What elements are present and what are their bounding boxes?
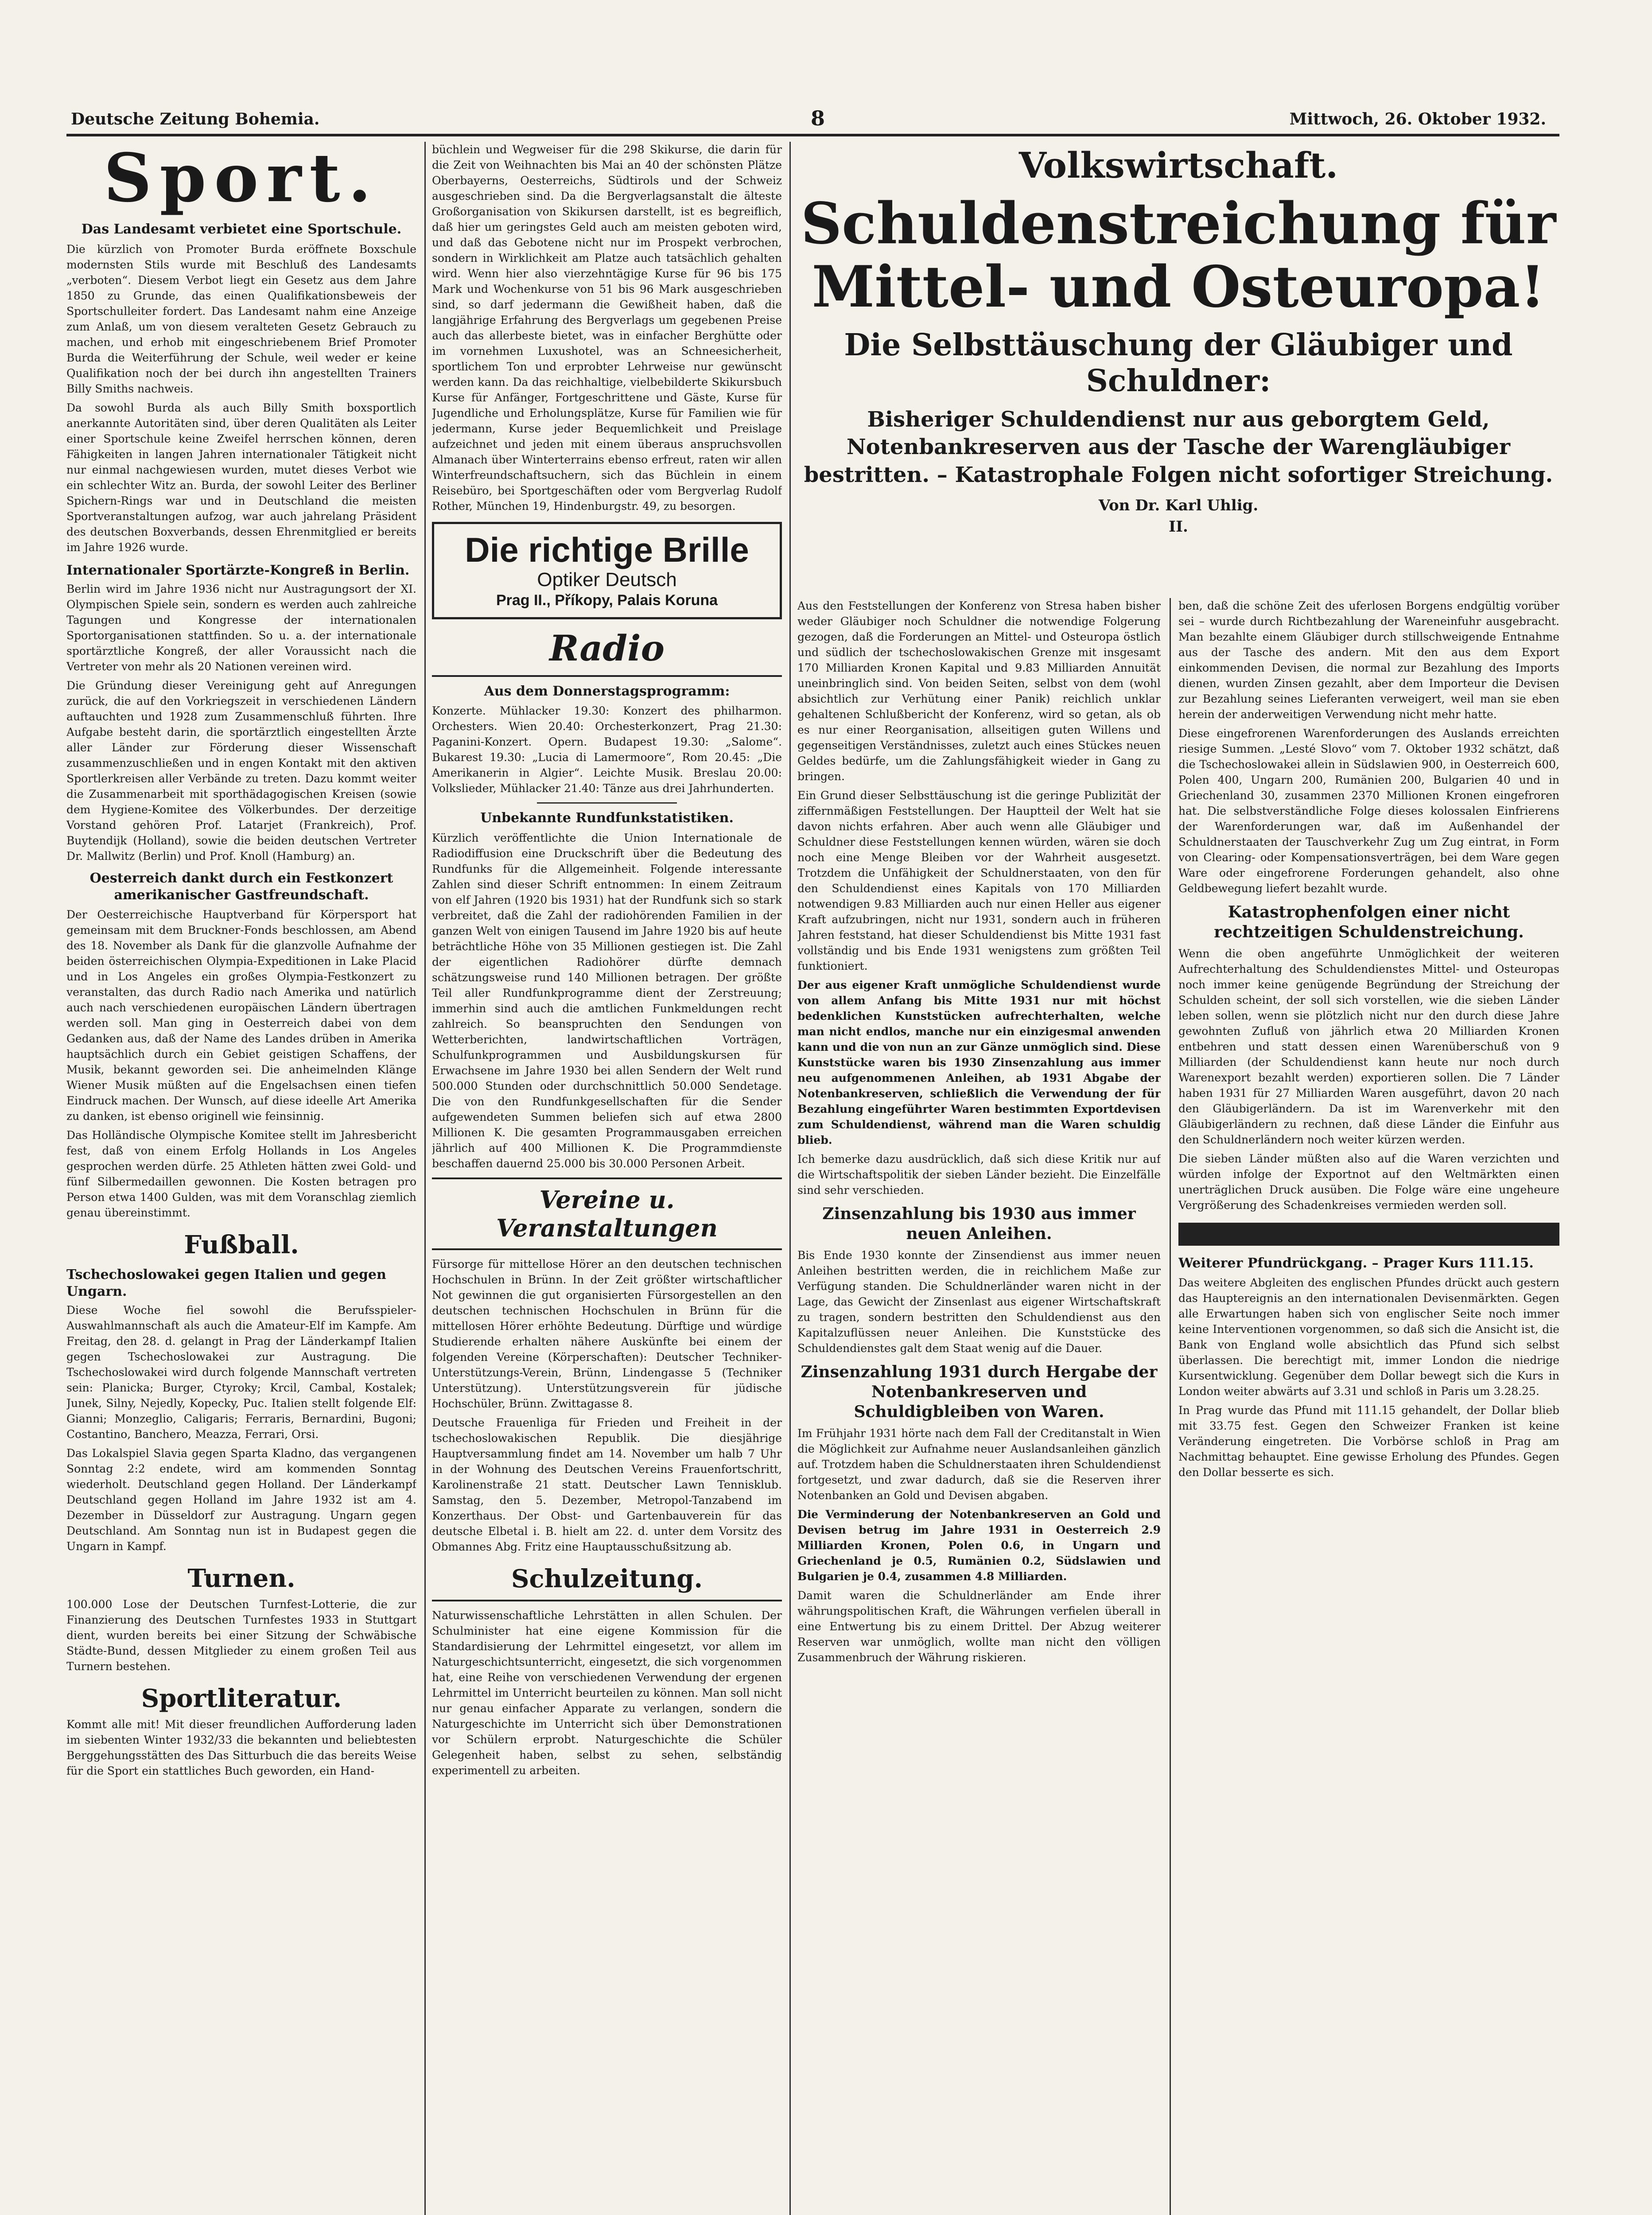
headline-subdeck: Bisheriger Schuldendienst nur aus geborgtem Geld, Notenbankreserven aus der Tasche der Warengläubiger bestritten. – Katastrophale Folgen nicht sofortiger Streichung. [804,407,1553,487]
article-paragraph: Die Verminderung der Notenbankreserven an Gold und Devisen betrug im Jahre 1931 in Oesterreich 2.9 Milliarden Kronen, Polen 0.6, in Ungarn und Griechenland je 0.5, Rumänien 0.2, Südslawien und Bulgarien je 0.4, zusammen 4.8 Milliarden. [797,1508,1161,1583]
fussball-heading: Fußball. [184,1230,299,1259]
article-heading: Tschechoslowakei gegen Italien und gegen Ungarn. [66,1267,386,1299]
article-heading: Weiterer Pfundrückgang. – Prager Kurs 111.15. [1178,1255,1534,1271]
main-headline: Schuldenstreichung für Mittel- und Osteuropa! [801,190,1556,321]
article-heading: Unbekannte Rundfunkstatistiken. [480,810,734,826]
schulzeitung-heading: Schulzeitung. [511,1564,703,1593]
optician-advertisement [432,522,782,619]
article-heading: Katastrophenfolgen einer nicht rechtzeitigen Schuldenstreichung. [1214,903,1524,941]
headline-deck: Die Selbsttäuschung der Gläubiger und Schuldner: [844,327,1513,399]
article-paragraph: Ich bemerke dazu ausdrücklich, daß sich diese Kritik nur auf die Wirtschaftspolitik der sieben Länder bezieht. Die Einzelfälle sind sehr verschieden. [797,1153,1161,1197]
page-number: 8 [811,106,825,130]
article-heading: Zinsenzahlung 1931 durch Hergabe der Notenbankreserven und Schuldigbleiben von Waren. [801,1363,1158,1421]
article-paragraph [1178,1255,1559,1271]
article-paragraph: Da sowohl Burda als auch Billy Smith boxsportlich anerkannte Autoritäten sind, über deren Qualitäten als Leiter einer Sportschule keine Zweifel herrschen können, deren Fähigkeiten in langen Jahren internationaler Tätigkeit nicht nur einmal nachgewiesen wurden, mutet dieses Verbot wie ein schlechter Witz an. Burda, der sowohl Leiter des Berliner Spichern-Rings war und in Deutschland die meisten Sportveranstaltungen aufzog, war auch jahrelang Präsident des deutschen Boxverbands, dessen Ehrenmitglied er bereits im Jahre 1926 wurde. [66,401,416,554]
issue-date: Mittwoch, 26. Oktober 1932. [1289,110,1546,128]
header-rule [66,134,1559,136]
byline: Von Dr. Karl Uhlig. [1098,497,1259,515]
article-heading: Aus dem Donnerstagsprogramm: [484,683,730,699]
part-number: II. [1169,518,1188,536]
article-paragraph: Der Oesterreichische Hauptverband für Körpersport hat gemeinsam mit dem Bruckner-Fonds beschlossen, am Abend des 18. November als Dank für die glanzvolle Aufnahme der beiden österreichischen Olympia-Expeditionen in Lake Placid und in Los Angeles ein großes Olympia-Festkonzert zu veranstalten, das durch Radio nach Amerika und natürlich auch nach verschiedenen europäischen Ländern übertragen werden soll. Man ging in Oesterreich dabei von dem Gedanken aus, daß der Name des Landes drüben in Amerika hauptsächlich durch ein Gebiet geistigen Schaffens, der Musik, bekannt geworden sei. Die anheimelnden Klänge Wiener Musik müßten auf die Engelsachsen einen tiefen Eindruck machen. Der Wunsch, auf diese ideelle Art Amerika zu danken, ist ebenso originell wie feinsinnig. [66,908,416,1123]
article-paragraph: Bis Ende 1930 konnte der Zinsendienst aus immer neuen Anleihen bestritten werden, die in reichlichem Maße zur Verfügung standen. Die Schuldnerländer waren nicht in der Lage, das Gewicht der Zinsenlast aus eigener Wirtschaftskraft zu tragen, sondern bestritten den Schuldendienst aus den Kapitalzuflüssen neuer Anleihen. Die Kunststücke des Schuldendienstes galt dem Staat wenig auf die Dauer. [797,1249,1161,1355]
article-paragraph: Wenn die oben angeführte Unmöglichkeit der weiteren Aufrechterhaltung des Schuldendienstes Mittel- und Osteuropas noch immer keine genügende Begründung der Streichung der Schulden scheint, der soll sich vorstellen, wie die sieben Länder leben sollen, wenn sie plötzlich nicht nur den durch diese Jahre gewohnten Zufluß von jährlich etwa 20 Milliarden Kronen entbehren und statt dessen einen Warenüberschuß von 9 Milliarden (der Schuldendienst kann heute nur noch durch Warenexport bezahlt werden) exportieren sollen. Die 7 Länder haben 1931 für 27 Milliarden Waren ausgeführt, davon 20 nach den Gläubigerländern. Da ist im Warenverkehr mit den Gläubigerländern zu rechnen, daß diese Länder die Einfuhr aus den Schuldnerländern noch weiter kürzen werden. [1178,947,1559,1146]
economy-column-right [1178,598,1559,2215]
article-paragraph: Das Holländische Olympische Komitee stellt im Jahresbericht fest, daß von einem Erfolg Hollands in Los Angeles gesprochen werden dürfe. 25 Athleten hätten zwei Gold- und fünf Silbermedaillen gewonnen. Die Kosten betragen pro Person etwa 1400 Gulden, was mit dem Voranschlag ziemlich genau übereinstimmt. [66,1129,416,1219]
article-paragraph: Diese eingefrorenen Warenforderungen des Auslands erreichten riesige Summen. „Lesté Slovo“ vom 7. Oktober 1932 schätzt, daß die Tschechoslowakei allein in Südslawien 900, in Oesterreich 600, Polen 400, Ungarn 200, Rumänien 200, Bulgarien 40 und in Griechenland 30, zusammen 2370 Millionen Kronen eingefroren hat. Die selbstverständliche Folge dieses kolossalen Einfrierens der Warenforderungen war, daß im Außenhandel der Schuldnerstaaten der Tauschverkehr Zug um Zug eintrat, in Form von Clearing- oder Kompensationsverträgen, bei dem Ware gegen Ware oder eingefrorene Forderungen gehandelt, also ohne Geldbewegung liefert bezahlt wurde. [1178,727,1559,895]
article-paragraph: Kommt alle mit! Mit dieser freundlichen Aufforderung laden im siebenten Winter 1932/33 die bekannten und beliebtesten Berggehungsstätten des Das Sitturbuch die das bereits Weise für die Sport ein stattliches Buch geworden, ein Hand- [66,1718,416,1777]
economy-header [797,142,1559,598]
divider [432,1600,782,1601]
article-paragraph: ben, daß die schöne Zeit des uferlosen Borgens endgültig vorüber sei – wurde durch Richtbezahlung der Wareneinfuhr ausgebracht. Man bezahlte einem Gläubiger durch stillschweigende Entnahme aus der Tasche des andern. Mit den aus dem Export einkommenden Devisen, die normal zur Bezahlung des Imports dienen, wurden Zinsen gezahlt, aber dem Importeur die Devisen zur Bezahlung seines Lieferanten verweigert, weil man sie eben herein der anderweitigen Verwendung nicht mehr hatte. [1178,599,1559,721]
article-heading: Zinsenzahlung bis 1930 aus immer neuen Anleihen. [822,1205,1136,1243]
article-paragraph: Deutsche Frauenliga für Frieden und Freiheit in der tschechoslowakischen Republik. Die diesjährige Hauptversammlung findet am 14. November um halb 7 Uhr in der Wohnung des Deutschen Vereins Frauenfortschritt, Karolinenstraße 21 statt. Deutscher Lawn Tennisklub. Samstag, den 5. Dezember, Metropol-Tanzabend im Konzerthaus. Der Obst- und Gartenbauverein für das deutsche Elbetal i. B. hielt am 22. d. unter dem Vorsitz des Obmannes Abg. Fritz eine Hauptausschußsitzung ab. [432,1416,782,1553]
article-paragraph: Das Lokalspiel Slavia gegen Sparta Kladno, das vergangenen Sonntag 2:2 endete, wird am kommenden Sonntag wiederholt. Deutschland gegen Holland. Der Länderkampf Deutschland gegen Holland im Jahre 1932 ist am 4. Dezember in Düsseldorf zur Austragung. Ungarn gegen Deutschland. Am Sonntag nun ist in Budapest gegen die Ungarn in Kampf. [66,1447,416,1553]
divider-band [1178,1223,1559,1246]
column-rule [789,142,791,2215]
divider [432,1177,782,1179]
article-paragraph: Im Frühjahr 1931 hörte nach dem Fall der Creditanstalt in Wien die Möglichkeit zur Aufnahme neuer Auslandsanleihen gänzlich auf. Trotzdem haben die Schuldnerstaaten ihren Schuldendienst fortgesetzt, und zwar dadurch, daß sie die Reserven ihrer Notenbanken an Gold und Devisen abgaben. [797,1427,1161,1502]
ad-address: Prag II., Příkopy, Palais Koruna [496,591,718,609]
article-heading: Oesterreich dankt durch ein Festkonzert amerikanischer Gastfreundschaft. [89,870,393,903]
article-paragraph: 100.000 Lose der Deutschen Turnfest-Lotterie, die zur Finanzierung des Deutschen Turnfestes 1933 in Stuttgart dient, wurden bereits bei einer Sitzung der Schwäbische Städte-Bund, dessen Mitglieder zu einem großen Teil aus Turnern bestehen. [66,1598,416,1673]
article-paragraph: Die kürzlich von Promoter Burda eröffnete Boxschule modernsten Stils wurde mit Beschluß des Landesamts „verboten“. Diesem Verbot liegt ein Gesetz aus dem Jahre 1850 zu Grunde, das einen Qualifikationsbeweis der Sportschulleiter fordert. Das Landesamt nahm eine Anzeige zum Anlaß, um von diesem veralteten Gesetz Gebrauch zu machen, und erhob mit eingeschriebenem Brief Promoter Burda die Weiterführung der Schule, weil weder er keine Qualifikation noch der bei durch ihn angestellten Trainers Billy Smiths nachweis. [66,242,416,395]
radio-heading: Radio [549,627,665,669]
article-paragraph: Kürzlich veröffentlichte die Union Internationale de Radiodiffusion eine Druckschrift über die Bedeutung des Rundfunks für die Allgemeinheit. Folgende interessante Zahlen sind dieser Schrift entnommen: In einem Zeitraum von elf Jahren (1920 bis 1931) hat der Rundfunk sich so stark verbreitet, daß die Zahl der radiohörenden Familien in der ganzen Welt von einigen Tausend im Jahre 1920 bis auf heute beträchtliche Höhe von 35 Millionen gestiegen ist. Die Zahl der eigentlichen Radiohörer dürfte demnach schätzungsweise rund 140 Millionen betragen. Der größte Teil aller Rundfunkprogramme dient der Zerstreuung; immerhin sind auch die amtlichen Funkmeldungen recht zahlreich. So beanspruchten den Sendungen von Wetterberichten, landwirtschaftlichen Vorträgen, Schulfunkprogrammen und Ausbildungskursen für Erwachsene im Jahre 1930 bei allen Sendern der Welt rund 500.000 Stunden oder durchschnittlich 50.000 Sendetage. Die von den Rundfunkgesellschaften für die Sender aufgewendeten Summen beliefen sich auf etwa 2800 Millionen K. Die gesamten Programmausgaben erreichen jährlich auf 400 Millionen K. Die Programmdienste beschaffen dauernd 25.000 bis 30.000 Personen Arbeit. [432,831,782,1170]
paper-name: Deutsche Zeitung Bohemia. [71,110,320,128]
article-paragraph: Fürsorge für mittellose Hörer an den deutschen technischen Hochschulen in Brünn. In der Zeit größter wirtschaftlicher Not gewinnen die gut organisierten Fürsorgestellen an den deutschen technischen Hochschulen in Brünn für die mittellosen Hörer erhöhte Bedeutung. Dürftige und würdige Studierende erhalten nähere Auskünfte bei einem der folgenden Vereine (Körperschaften): Deutscher Techniker-Unterstützungs-Verein, Brünn, Lindengasse 5 (Techniker Unterstützung). Unterstützungsverein für jüdische Hochschüler, Brünn. Zwittagasse 8. [432,1257,782,1410]
article-heading: Das Landesamt verbietet eine Sportschule. [81,222,402,237]
sport-column [66,142,416,2215]
divider [537,802,677,804]
vereine-heading: Vereine u. Veranstaltungen [496,1185,718,1242]
ad-company: Optiker Deutsch [537,568,677,591]
article-paragraph: Konzerte. Mühlacker 19.30: Konzert des philharmon. Orchesters. Wien 20.40: Orchesterkonzert, Prag 21.30: Paganini-Konzert. Opern. Budapest 19.30: „Salome“. Bukarest 19.30: „Lucia di Lamermoore“, Rom 20.45: „Die Amerikanerin in Algier“. Leichte Musik. Breslau 20.00: Volkslieder, Mühlacker 21.40: Tänze aus drei Jahrhunderten. [432,704,782,795]
article-paragraph: Ein Grund dieser Selbsttäuschung ist die geringe Publizität der ziffernmäßigen Feststellungen. Der Hauptteil der Welt hat sie davon nichts erfahren. Aber auch wenn alle Gläubiger und Schuldner diese Feststellungen kennen würden, wären sie doch noch eine Menge Bleiben vor der Wahrheit ausgesetzt. Trotzdem die Unfähigkeit der Schuldnerstaaten, von den für den Schuldendienst eines Kapitals von 170 Milliarden notwendigen 9.83 Milliarden auch nur einen Heller aus eigener Kraft aufzubringen, nicht nur 1931, sondern auch in früheren Jahren feststand, hat dieser Schuldendienst bis Mitte 1931 fast vollständig und bis Ende 1931 wenigstens zum größten Teil funktioniert. [797,789,1161,972]
turnen-heading: Turnen. [187,1564,295,1593]
economy-section-title: Volkswirtschaft. [1018,144,1338,186]
middle-column [432,142,782,2215]
article-paragraph: Das weitere Abgleiten des englischen Pfundes drückt auch gestern das Hauptereignis an den internationalen Devisenmärkten. Gegen alle Erwartungen haben sich von englischer Seite noch immer keine Interventionen vorgenommen, so daß sich die Ansicht ist, die Bank von England wolle absichtlich das Pfund sich selbst überlassen. Die berechtigt mit, immer London die niedrige Kursentwicklung. Gegenüber dem Dollar bewegt sich die Kurs in London weiter abwärts auf 3.31 und schloß in Paris um 3.28.25. [1178,1276,1559,1398]
article-paragraph: Der aus eigener Kraft unmögliche Schuldendienst wurde von allem Anfang bis Mitte 1931 nur mit höchst bedenklichen Kunststücken aufrechterhalten, welche man nicht endlos, manche nur ein einzigesmal anwenden kann und die von nun an zur Gänze unmöglich sind. Diese Kunststücke waren bis 1930 Zinsenzahlung aus immer neu aufgenommenen Anleihen, ab 1931 Abgabe der Notenbankreserven, schließlich die Verwendung der für Bezahlung eingeführter Waren bestimmten Exportdevisen zum Schuldendienst, während man die Waren schuldig blieb. [797,979,1161,1146]
ad-title: Die richtige Brille [465,530,749,569]
article-heading: Internationaler Sportärzte-Kongreß in Berlin. [66,562,410,578]
newspaper-page [66,106,1559,2215]
column-rule [1170,598,1171,2215]
sportliteratur-heading: Sportliteratur. [141,1684,342,1713]
article-paragraph: büchlein und Wegweiser für die 298 Skikurse, die darin für die Zeit von Weihnachten bis Mai an 40 der schönsten Plätze Oberbayerns, Oesterreichs, Südtirols und der Schweiz ausgeschrieben sind. Da die Bergverlagsanstalt die älteste Großorganisation von Skikursen darstellt, ist es begreiflich, daß hier um geringstes Geld auch am meisten geboten wird, und daß das Gebotene nicht nur im Prospekt verbrochen, sondern in Wirklichkeit am Platze auch tatsächlich gehalten wird. Wenn hier also vierzehntägige Kurse für 96 bis 175 Mark und Wochenkurse von 51 bis 96 Mark ausgeschrieben sind, so darf jedermann die Gewißheit haben, daß die langjährige Erfahrung des Bergverlags um gegebenen Preise auch das allerbeste bietet, was in einfacher Berghütte oder im vornehmen Luxushotel, was an Schneesicherheit, sportlichem Ton und erprobter Lehrweise nur gewünscht werden kann. Da das reichhaltige, vielbebilderte Skikursbuch Kurse für Anfänger, Fortgeschrittene und Gäste, Kurse für Jugendliche und Erholungsplätze, Kurse für Familien wie für jedermann, Kurse jeder Bequemlichkeit und Preislage aufzeichnet und jeden mit einem überaus anspruchsvollen Almanach über Winterterrains ebenso erfreut, raten wir allen Winterfreundschaftsuchern, sich das Büchlein in einem Reisebüro, bei Sportgeschäften oder vom Bergverlag Rudolf Rother, München 19, Hindenburgstr. 49, zu besorgen. [432,143,782,513]
divider [432,675,782,677]
economy-column-left [797,598,1161,2215]
article-paragraph: Damit waren die Schuldnerländer am Ende ihrer währungspolitischen Kraft, die Währungen verfielen überall in eine Entwertung bis zu einem Drittel. Der Abzug weiterer Reserven war unmöglich, wollte man nicht den völligen Zusammenbruch der Währung riskieren. [797,1589,1161,1664]
article-paragraph: Aus den Feststellungen der Konferenz von Stresa haben bisher weder Gläubiger noch Schuldner die notwendige Folgerung gezogen, daß die Forderungen an Mittel- und Osteuropa östlich und südlich der tschechoslowakischen Grenze mit insgesamt 170 Milliarden Kronen Kapital und 9.83 Milliarden Annuität uneinbringlich sind. Von beiden Seiten, selbst von dem (wohl absichtlich zur Verhütung einer Panik) reichlich unklar gehaltenen Schlußbericht der Konferenz, wird so getan, als ob es nur einer Reorganisation, allseitigen guten Willens und gegenseitigen Verständnisses, zuletzt auch eines Stückes neuen Geldes bedürfe, um die Zahlungsfähigkeit wieder in Gang zu bringen. [797,599,1161,783]
article-paragraph: Die Gründung dieser Vereinigung geht auf Anregungen zurück, die auf den Vorkriegszeit in verschiedenen Ländern auftauchten und 1928 zum Zusammenschluß führten. Ihre Aufgabe besteht darin, die sportärztlich eingestellten Ärzte aller Länder zur Förderung dieser Wissenschaft zusammenzuschließen und in engen Kontakt mit den aktiven Sportlerkreisen aller Verbände zu treten. Dazu kommt weiter die Zusammenarbeit mit sporthädagogischen Kreisen (sowie dem Hygiene-Komitee des Völkerbundes. Der derzeitige Vorstand gehören Prof. Latarjet (Frankreich), Prof. Buytendijk (Holland), sowie die beiden deutschen Vertreter Dr. Mallwitz (Berlin) und Prof. Knoll (Hamburg) an. [66,679,416,863]
sport-title: Sport. [104,142,379,217]
divider [432,1248,782,1250]
article-paragraph: In Prag wurde das Pfund mit 111.15 gehandelt, der Dollar blieb mit 33.75 fest. Gegen den Schweizer Franken ist keine Veränderung eingetreten. Die Vorbörse schloß in Prag am Nachmittag behauptet. Eine gewisse Erholung des Pfundes. Gegen den Dollar besserte es sich. [1178,1404,1559,1479]
running-head [66,106,1559,133]
column-rule [424,142,426,2215]
article-paragraph: Naturwissenschaftliche Lehrstätten in allen Schulen. Der Schulminister hat eine eigene Kommission für die Standardisierung der Lehrmittel eingesetzt, vor allem im Naturgeschichtsunterricht, eingesetzt, die sich vorgenommen hat, eine Reihe von verschiedenen Verwendung der ergenen Lehrmittel im Unterricht beurteilen zu können. Man soll nicht nur genau einfacher Apparate zu verlangen, sondern die Naturgeschichte im Unterricht sich über Demonstrationen vor Schülern erprobt. Naturgeschichte die Schüler Gelegenheit haben, selbst zu sehen, selbständig experimentell zu arbeiten. [432,1609,782,1777]
article-paragraph: Die sieben Länder müßten also auf die Waren verzichten und würden infolge der Exportnot auf den Weltmärkten einen unerträglichen Druck ausüben. Die Folge wäre eine ungeheure Vergrößerung des Schadenkreises vermieden werden soll. [1178,1152,1559,1212]
article-paragraph: Berlin wird im Jahre 1936 nicht nur Austragungsort der XI. Olympischen Spiele sein, sondern es werden auch zahlreiche Tagungen und Kongresse der internationalen Sportorganisationen stattfinden. So u. a. der internationale sportärztliche Kongreß, der aller Voraussicht nach die Vertreter von mehr als 20 Nationen vereinen wird. [66,583,416,673]
article-paragraph: Diese Woche fiel sowohl die Berufsspieler-Auswahlmannschaft als auch die Amateur-Elf im Kampfe. Am Freitag, den 28. d. gelangt in Prag der Länderkampf Italien gegen Tschechoslowakei zur Austragung. Die Tschechoslowakei wird durch folgende Mannschaft vertreten sein: Planicka; Burger, Ctyroky; Krcil, Cambal, Kostalek; Junek, Silny, Nejedly, Kopecky, Puc. Italien stellt folgende Elf: Gianni; Monzeglio, Caligaris; Ferraris, Bernardini, Bugoni; Costantino, Banchero, Meazza, Ferrari, Orsi. [66,1304,416,1441]
